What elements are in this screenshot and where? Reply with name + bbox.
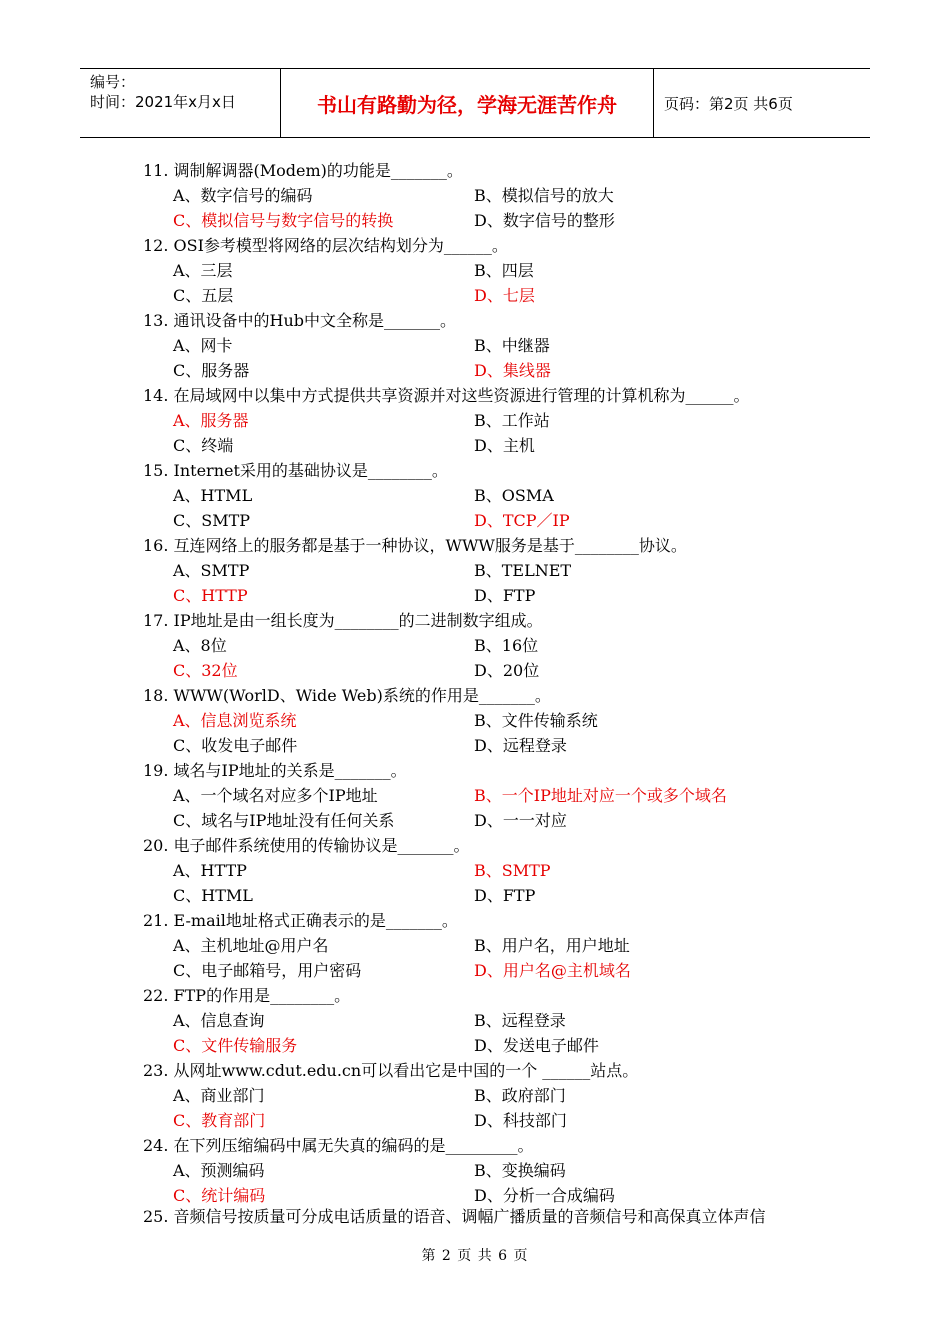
answer-option: B、文件传输系统 bbox=[474, 711, 598, 730]
answer-option: D、科技部门 bbox=[474, 1111, 567, 1130]
answer-option: A、HTML bbox=[173, 486, 253, 505]
question-25-text: 25. 音频信号按质量可分成电话质量的语音、调幅广播质量的音频信号和高保真立体声信 bbox=[143, 1207, 766, 1226]
answer-option: A、数字信号的编码 bbox=[173, 186, 313, 205]
question-text: 22. FTP的作用是________。 bbox=[143, 986, 351, 1005]
answer-option-correct: C、统计编码 bbox=[173, 1186, 266, 1205]
header-page-info: 页码：第2页 共6页 bbox=[664, 94, 793, 113]
answer-option: D、主机 bbox=[474, 436, 535, 455]
answer-option: B、TELNET bbox=[474, 561, 572, 580]
answer-option-correct: C、32位 bbox=[173, 661, 238, 680]
answer-option: C、HTML bbox=[173, 886, 253, 905]
option-row bbox=[143, 358, 823, 383]
question-text: 14. 在局域网中以集中方式提供共享资源并对这些资源进行管理的计算机称为______。 bbox=[143, 386, 750, 405]
option-row bbox=[143, 283, 823, 308]
option-row bbox=[143, 208, 823, 233]
answer-option: A、一个域名对应多个IP地址 bbox=[173, 786, 378, 805]
answer-option: C、域名与IP地址没有任何关系 bbox=[173, 811, 395, 830]
answer-option-correct: A、服务器 bbox=[173, 411, 249, 430]
question-text: 19. 域名与IP地址的关系是_______。 bbox=[143, 761, 407, 780]
answer-option: B、OSMA bbox=[474, 486, 554, 505]
question-text: 21. E-mail地址格式正确表示的是_______。 bbox=[143, 911, 458, 930]
question-text: 11. 调制解调器(Modem)的功能是_______。 bbox=[143, 161, 463, 180]
answer-option: A、预测编码 bbox=[173, 1161, 265, 1180]
option-row bbox=[143, 1083, 823, 1108]
header-motto: 书山有路勤为径，学海无涯苦作舟 bbox=[281, 69, 654, 137]
option-row bbox=[143, 558, 823, 583]
answer-option: C、服务器 bbox=[173, 361, 250, 380]
answer-option: A、商业部门 bbox=[173, 1086, 265, 1105]
option-row bbox=[143, 858, 823, 883]
answer-option: A、SMTP bbox=[173, 561, 250, 580]
answer-option-correct: A、信息浏览系统 bbox=[173, 711, 297, 730]
answer-option-correct: D、TCP／IP bbox=[474, 511, 570, 530]
question-text: 13. 通讯设备中的Hub中文全称是_______。 bbox=[143, 311, 457, 330]
question-text: 12. OSI参考模型将网络的层次结构划分为______。 bbox=[143, 236, 508, 255]
option-row bbox=[143, 433, 823, 458]
question-text: 23. 从网址www.cdut.edu.cn可以看出它是中国的一个 ______站点。 bbox=[143, 1061, 639, 1080]
option-row bbox=[143, 1033, 823, 1058]
answer-option: C、终端 bbox=[173, 436, 234, 455]
answer-option: B、16位 bbox=[474, 636, 539, 655]
doc-number-label: 编号： bbox=[90, 73, 136, 91]
option-row bbox=[143, 633, 823, 658]
answer-option-correct: C、教育部门 bbox=[173, 1111, 266, 1130]
answer-option: A、主机地址@用户名 bbox=[173, 936, 329, 955]
page-header bbox=[80, 68, 870, 138]
answer-option-correct: D、七层 bbox=[474, 286, 535, 305]
option-row bbox=[143, 333, 823, 358]
option-row bbox=[143, 808, 823, 833]
answer-option: C、电子邮箱号，用户密码 bbox=[173, 961, 362, 980]
answer-option: B、远程登录 bbox=[474, 1011, 566, 1030]
answer-option: C、五层 bbox=[173, 286, 234, 305]
answer-option-correct: C、模拟信号与数字信号的转换 bbox=[173, 211, 394, 230]
answer-option: B、用户名，用户地址 bbox=[474, 936, 630, 955]
option-row bbox=[143, 583, 823, 608]
option-row bbox=[143, 183, 823, 208]
question-text: 15. Internet采用的基础协议是________。 bbox=[143, 461, 448, 480]
answer-option: B、四层 bbox=[474, 261, 534, 280]
option-row bbox=[143, 508, 823, 533]
page-footer: 第 2 页 共 6 页 bbox=[421, 1248, 529, 1264]
question-list bbox=[143, 158, 823, 1208]
option-row bbox=[143, 483, 823, 508]
option-row bbox=[143, 933, 823, 958]
answer-option-correct: B、SMTP bbox=[474, 861, 551, 880]
answer-option: D、FTP bbox=[474, 886, 536, 905]
answer-option: D、分析一合成编码 bbox=[474, 1186, 615, 1205]
answer-option: D、FTP bbox=[474, 586, 536, 605]
answer-option: D、20位 bbox=[474, 661, 540, 680]
option-row bbox=[143, 783, 823, 808]
answer-option-correct: D、用户名@主机域名 bbox=[474, 961, 631, 980]
answer-option: A、网卡 bbox=[173, 336, 233, 355]
question-text: 16. 互连网络上的服务都是基于一种协议，WWW服务是基于________协议。 bbox=[143, 536, 687, 555]
answer-option: A、8位 bbox=[173, 636, 227, 655]
answer-option-correct: B、一个IP地址对应一个或多个域名 bbox=[474, 786, 727, 805]
answer-option: D、远程登录 bbox=[474, 736, 567, 755]
option-row bbox=[143, 658, 823, 683]
answer-option-correct: D、集线器 bbox=[474, 361, 551, 380]
answer-option: B、政府部门 bbox=[474, 1086, 566, 1105]
answer-option: B、中继器 bbox=[474, 336, 550, 355]
option-row bbox=[143, 883, 823, 908]
answer-option: D、发送电子邮件 bbox=[474, 1036, 599, 1055]
question-text: 17. IP地址是由一组长度为________的二进制数字组成。 bbox=[143, 611, 543, 630]
option-row bbox=[143, 958, 823, 983]
answer-option: B、工作站 bbox=[474, 411, 550, 430]
option-row bbox=[143, 258, 823, 283]
answer-option: B、变换编码 bbox=[474, 1161, 566, 1180]
answer-option: B、模拟信号的放大 bbox=[474, 186, 614, 205]
option-row bbox=[143, 708, 823, 733]
answer-option: D、数字信号的整形 bbox=[474, 211, 615, 230]
question-text: 18. WWW(WorlD、Wide Web)系统的作用是_______。 bbox=[143, 686, 551, 705]
answer-option: C、SMTP bbox=[173, 511, 251, 530]
answer-option: D、一一对应 bbox=[474, 811, 567, 830]
answer-option: A、三层 bbox=[173, 261, 233, 280]
option-row bbox=[143, 1008, 823, 1033]
question-text: 24. 在下列压缩编码中属无失真的编码的是_________。 bbox=[143, 1136, 534, 1155]
doc-date-label: 时间：2021年x月x日 bbox=[90, 93, 236, 111]
answer-option: A、信息查询 bbox=[173, 1011, 265, 1030]
answer-option-correct: C、文件传输服务 bbox=[173, 1036, 298, 1055]
header-meta bbox=[80, 69, 281, 137]
question-text: 20. 电子邮件系统使用的传输协议是_______。 bbox=[143, 836, 470, 855]
answer-option: C、收发电子邮件 bbox=[173, 736, 298, 755]
answer-option: A、HTTP bbox=[173, 861, 247, 880]
option-row bbox=[143, 1158, 823, 1183]
option-row bbox=[143, 733, 823, 758]
option-row bbox=[143, 408, 823, 433]
answer-option-correct: C、HTTP bbox=[173, 586, 248, 605]
option-row bbox=[143, 1108, 823, 1133]
